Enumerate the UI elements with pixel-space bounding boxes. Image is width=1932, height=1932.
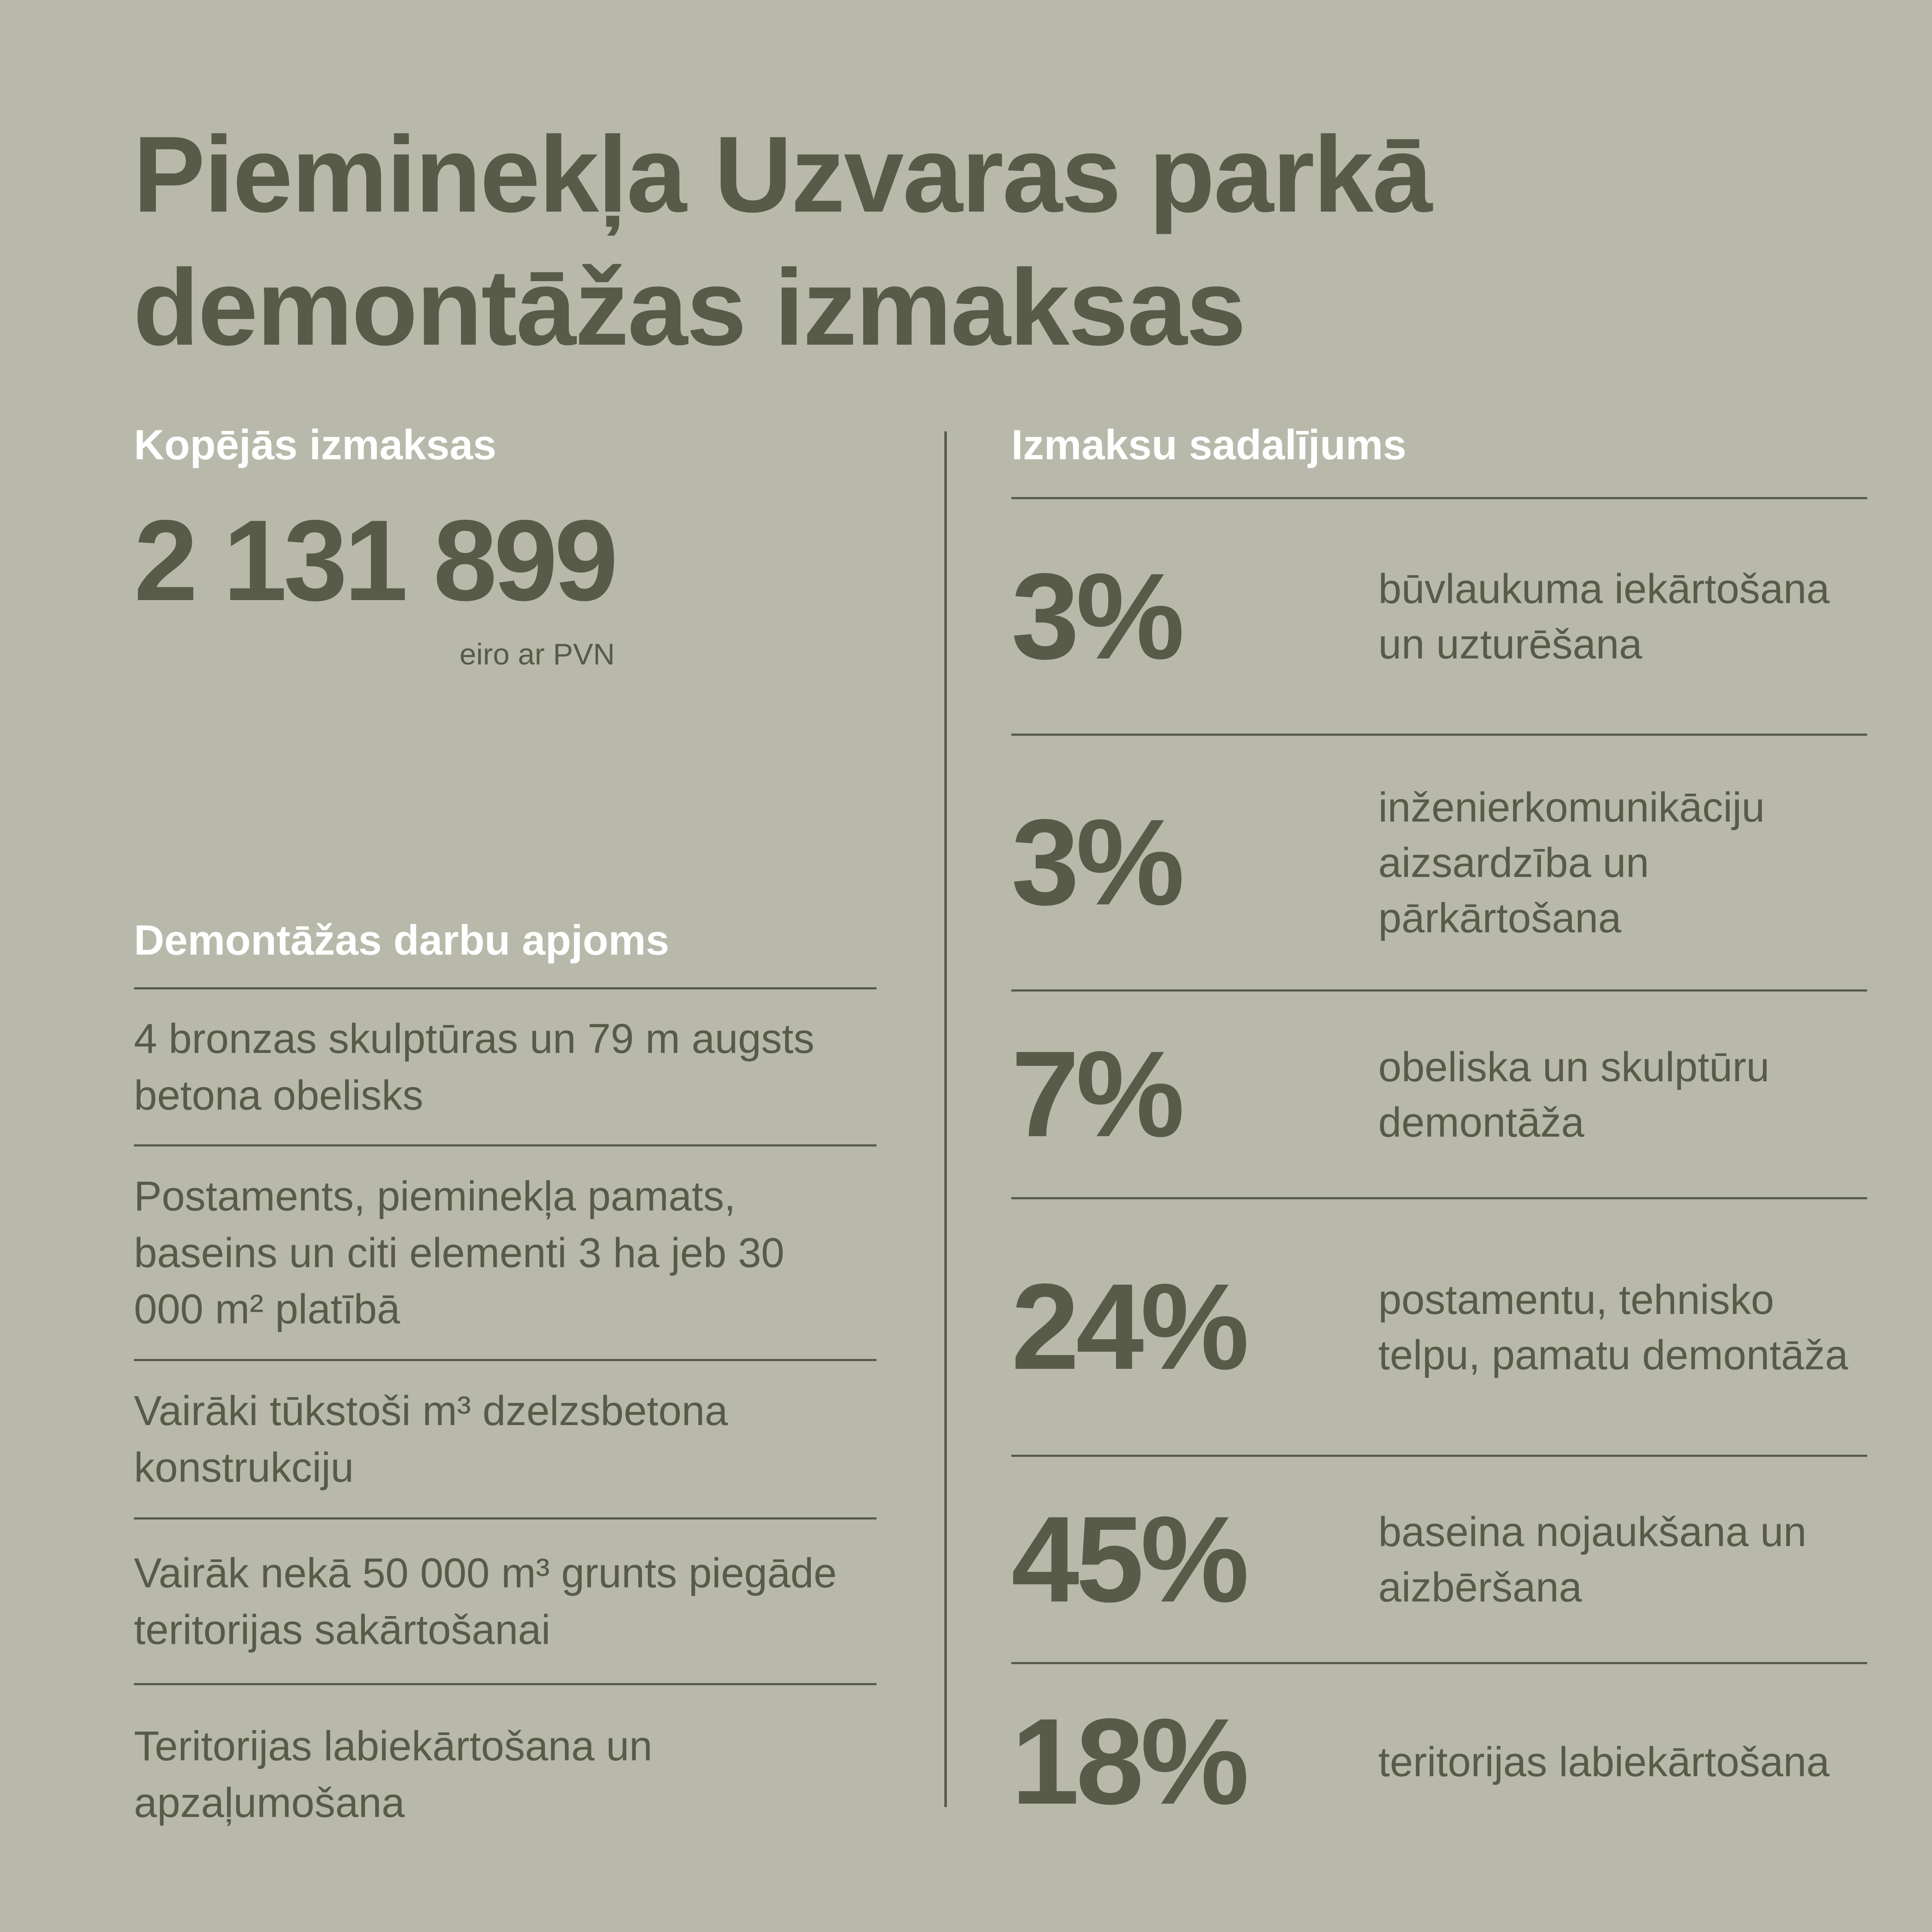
percent-label: inženierkomunikāciju aizsardzība un pārkārtošana [1378, 784, 1765, 941]
percent-label: postamentu, tehnisko telpu, pamatu demontāža [1378, 1276, 1848, 1378]
breakdown-row [1011, 497, 1867, 734]
percent-value: 18% [1011, 1693, 1246, 1830]
percent-label: teritorijas labiekārtošana [1378, 1738, 1830, 1785]
scope-heading: Demontāžas darbu apjoms [134, 916, 670, 964]
percent-value: 7% [1011, 1026, 1181, 1162]
total-cost-amount: 2 131 899 [134, 496, 615, 625]
scope-item-text: 4 bronzas skulptūras un 79 m augsts betona obelisks [134, 1015, 815, 1119]
list-item [134, 1144, 877, 1359]
scope-list [134, 987, 877, 1863]
list-item [134, 987, 877, 1144]
scope-item-text: Teritorijas labiekārtošana un apzaļumošana [134, 1722, 652, 1826]
percent-label: būvlaukuma iekārtošana un uzturēšana [1378, 565, 1830, 667]
breakdown-row [1011, 734, 1867, 989]
breakdown-row [1011, 989, 1867, 1197]
breakdown-rows [1011, 497, 1867, 1859]
page-title [133, 108, 1431, 374]
scope-item-text: Vairāk nekā 50 000 m³ grunts piegāde teritorijas sakārtošanai [134, 1549, 837, 1653]
total-cost-unit: eiro ar PVN [459, 637, 615, 671]
percent-label: baseina nojaukšana un aizbēršana [1378, 1508, 1807, 1611]
page-title-line-2: demontāžas izmaksas [133, 247, 1245, 368]
percent-value: 3% [1011, 548, 1181, 685]
breakdown-row [1011, 1662, 1867, 1859]
page-title-line-1: Pieminekļa Uzvaras parkā [133, 114, 1431, 235]
breakdown-row [1011, 1455, 1867, 1662]
percent-value: 3% [1011, 794, 1181, 931]
breakdown-heading: Izmaksu sadalījums [1011, 421, 1407, 468]
scope-item-text: Vairāki tūkstoši m³ dzelzsbetona konstrukciju [134, 1387, 728, 1491]
list-item [134, 1359, 877, 1517]
percent-label: obeliska un skulptūru demontāža [1378, 1043, 1770, 1146]
percent-value: 45% [1011, 1491, 1246, 1628]
total-cost-block [134, 496, 615, 671]
scope-item-text: Postaments, pieminekļa pamats, baseins un citi elementi 3 ha jeb 30 000 m² platībā [134, 1172, 785, 1333]
breakdown-row [1011, 1197, 1867, 1455]
percent-value: 24% [1011, 1259, 1246, 1395]
total-cost-heading: Kopējās izmaksas [134, 421, 497, 468]
list-item [134, 1517, 877, 1683]
column-divider [944, 431, 947, 1807]
list-item [134, 1683, 877, 1863]
